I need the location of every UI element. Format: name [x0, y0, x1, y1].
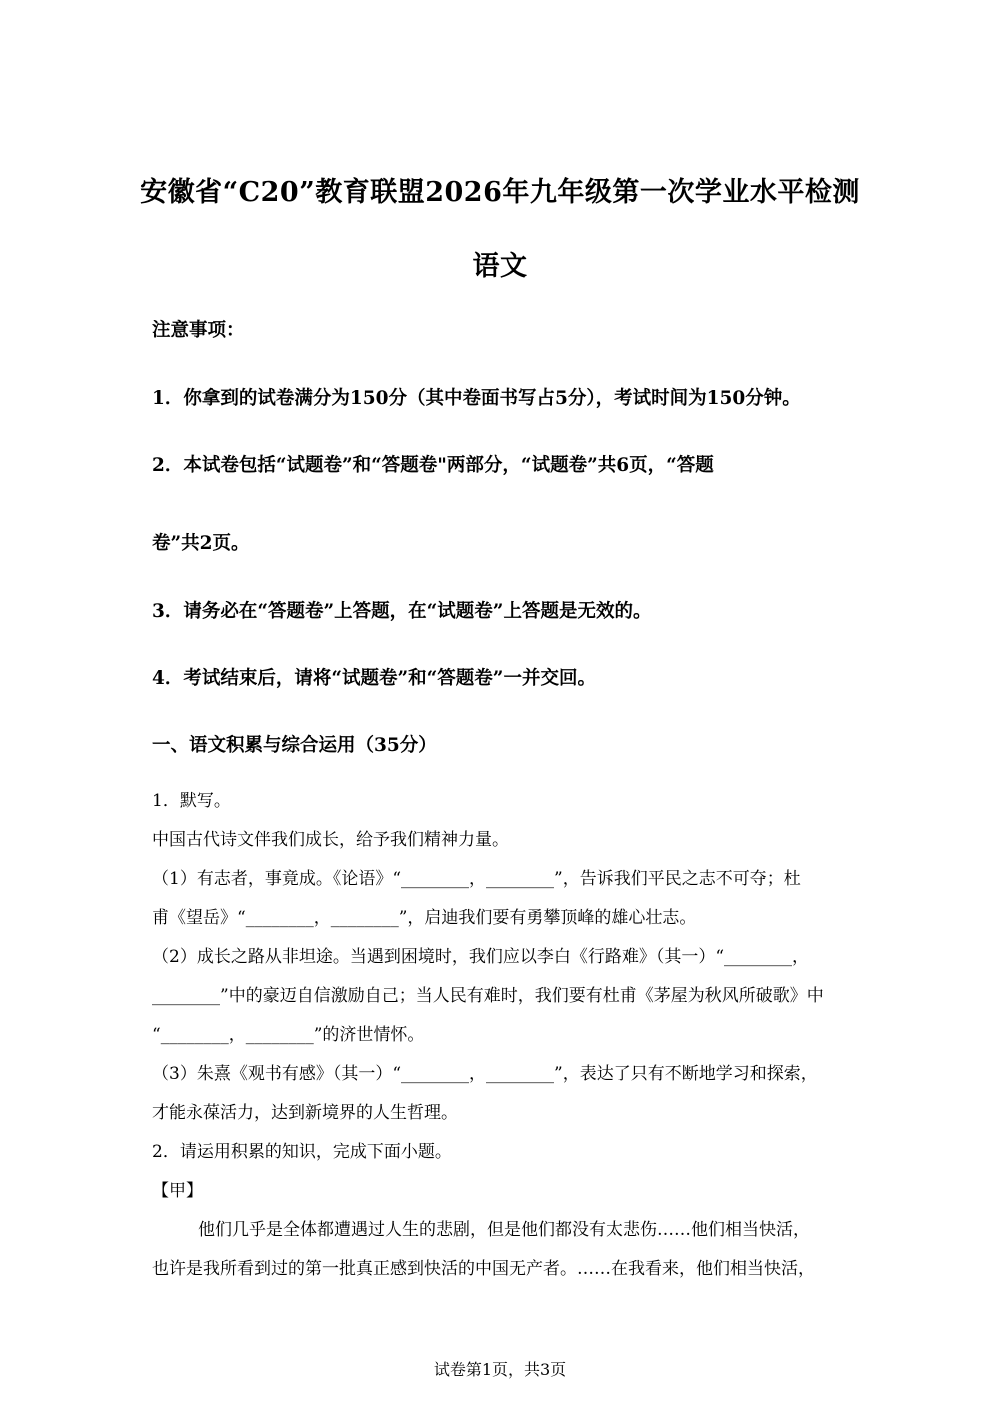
question-1-intro: 中国古代诗文伴我们成长，给予我们精神力量。 — [152, 830, 509, 850]
notice-item-3: 3．请务必在“答题卷”上答题，在“试题卷”上答题是无效的。 — [152, 601, 652, 622]
question-1-label: 1．默写。 — [152, 791, 231, 811]
question-1-part-1-line-2: 甫《望岳》“________，________”，启迪我们要有勇攀顶峰的雄心壮志。 — [152, 908, 697, 928]
question-1-part-3-line-2: 才能永葆活力，达到新境界的人生哲理。 — [152, 1103, 458, 1123]
notice-item-2-line-1: 2．本试卷包括“试题卷”和“答题卷"两部分，“试题卷”共6页，“答题 — [152, 455, 714, 476]
subject-title: 语文 — [472, 251, 528, 282]
question-2-label: 2．请运用积累的知识，完成下面小题。 — [152, 1142, 452, 1162]
question-1-part-2-line-3: “________，________”的济世情怀。 — [152, 1025, 425, 1045]
question-1-part-2-line-1: （2）成长之路从非坦途。当遇到困境时，我们应以李白《行路难》（其一）“________， — [152, 947, 810, 967]
question-1-part-1-line-1: （1）有志者，事竟成。《论语》“________，________”，告诉我们平民之志不可夺；杜 — [152, 869, 801, 889]
section-1-heading: 一、语文积累与综合运用（35分） — [152, 735, 437, 756]
notice-heading: 注意事项： — [152, 320, 245, 341]
question-1-part-2-line-2: ________”中的豪迈自信激励自己；当人民有难时，我们要有杜甫《茅屋为秋风所破歌》中 — [152, 986, 824, 1006]
question-2-part-label: 【甲】 — [152, 1181, 203, 1201]
passage-line-1: 他们几乎是全体都遭遇过人生的悲剧，但是他们都没有太悲伤……他们相当快活， — [198, 1220, 810, 1240]
page-footer: 试卷第1页，共3页 — [433, 1360, 567, 1379]
exam-title: 安徽省“C20”教育联盟2026年九年级第一次学业水平检测 — [140, 177, 860, 208]
notice-item-4: 4．考试结束后，请将“试题卷”和“答题卷”一并交回。 — [152, 668, 596, 689]
passage-line-2: 也许是我所看到过的第一批真正感到快活的中国无产者。……在我看来，他们相当快活， — [152, 1259, 815, 1279]
notice-item-1: 1．你拿到的试卷满分为150分（其中卷面书写占5分），考试时间为150分钟。 — [152, 388, 801, 409]
notice-item-2-line-2: 卷”共2页。 — [152, 533, 250, 554]
question-1-part-3-line-1: （3）朱熹《观书有感》（其一）“________，________”，表达了只有不断地学习和探索， — [152, 1064, 818, 1084]
